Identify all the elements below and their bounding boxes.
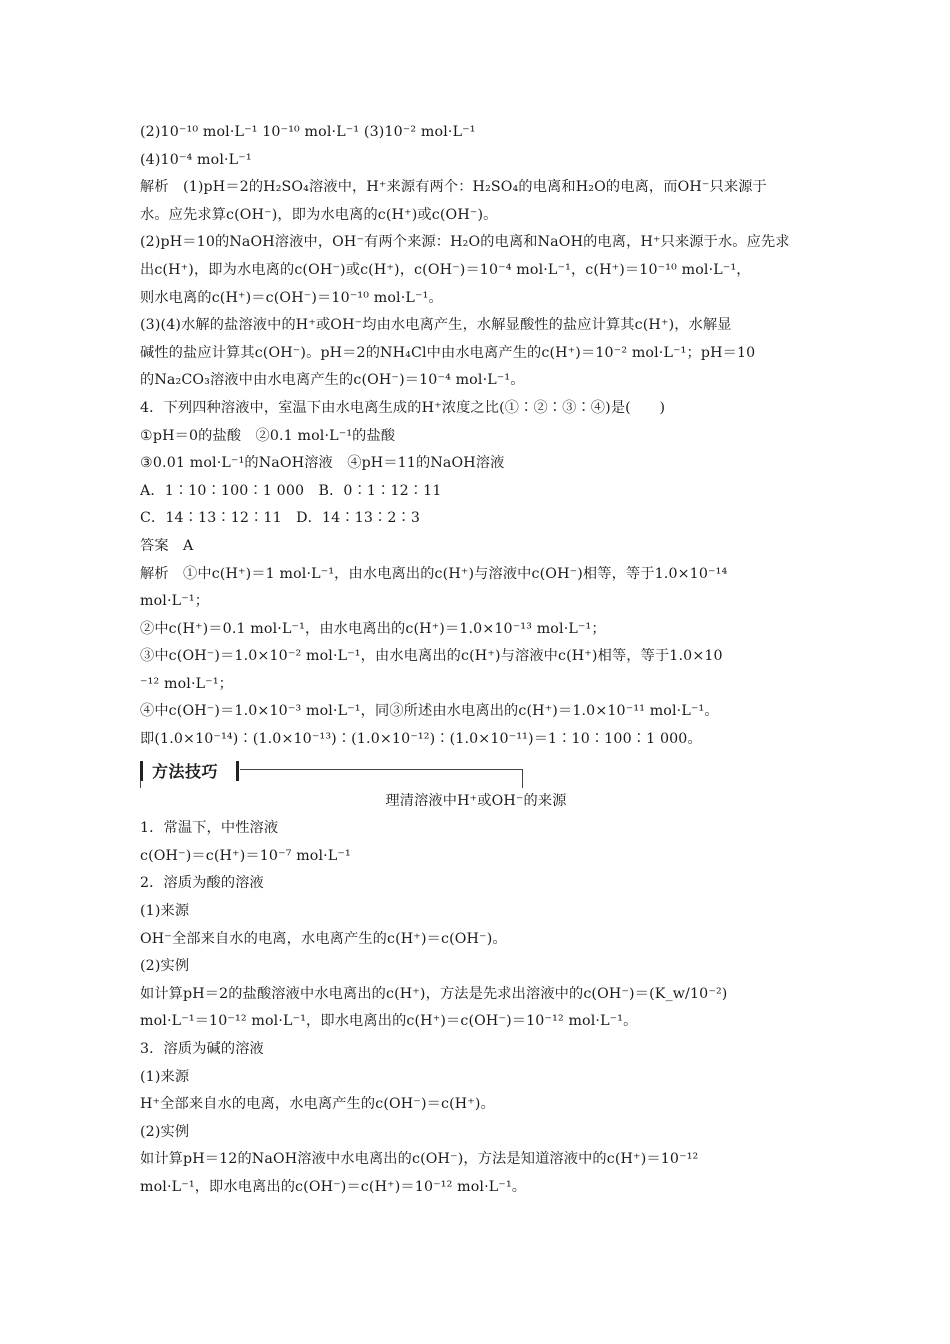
- method-text-line: (1)来源: [140, 903, 190, 920]
- box-left-rule: [140, 780, 141, 788]
- method-text-line: H⁺全部来自水的电离，水电离产生的c(OH⁻)＝c(H⁺)。: [140, 1096, 495, 1113]
- text-line: A．1∶10∶100∶1 000 B．0∶1∶12∶11: [140, 482, 442, 499]
- answer-analysis-block: [140, 119, 812, 754]
- left-bracket-bar: [140, 761, 143, 781]
- document-page: [140, 119, 812, 1202]
- method-text-line: 2．溶质为酸的溶液: [140, 875, 264, 892]
- box-top-rule: [240, 769, 522, 770]
- method-text-line: 如计算pH＝12的NaOH溶液中水电离出的c(OH⁻)，方法是知道溶液中的c(H⁺)＝10⁻¹²: [140, 1151, 699, 1168]
- text-line: C．14∶13∶12∶11 D．14∶13∶2∶3: [140, 510, 421, 527]
- text-line: 则水电离的c(H⁺)＝c(OH⁻)＝10⁻¹⁰ mol·L⁻¹。: [140, 289, 443, 306]
- method-box-subtitle: 理清溶液中H⁺或OH⁻的来源: [385, 792, 567, 809]
- method-content-block: [140, 815, 812, 1201]
- text-line: ③0.01 mol·L⁻¹的NaOH溶液 ④pH＝11的NaOH溶液: [140, 455, 505, 472]
- text-line: (3)(4)水解的盐溶液中的H⁺或OH⁻均由水电离产生，水解显酸性的盐应计算其c(H⁺)，水解显: [140, 317, 732, 334]
- text-line: 答案 A: [140, 537, 194, 554]
- method-text-line: (2)实例: [140, 958, 190, 975]
- text-line: ③中c(OH⁻)＝1.0×10⁻² mol·L⁻¹，由水电离出的c(H⁺)与溶液中c(H⁺)相等，等于1.0×10: [140, 648, 723, 665]
- text-line: 水。应先求算c(OH⁻)，即为水电离的c(H⁺)或c(OH⁻)。: [140, 206, 498, 223]
- text-line: 解析 ①中c(H⁺)＝1 mol·L⁻¹，由水电离出的c(H⁺)与溶液中c(OH⁻)相等，等于1.0×10⁻¹⁴: [140, 565, 728, 582]
- text-line: 出c(H⁺)，即为水电离的c(OH⁻)或c(H⁺)，c(OH⁻)＝10⁻⁴ mol·L⁻¹，c(H⁺)＝10⁻¹⁰ mol·L⁻¹，: [140, 261, 751, 278]
- method-text-line: mol·L⁻¹，即水电离出的c(OH⁻)＝c(H⁺)＝10⁻¹² mol·L⁻¹。: [140, 1178, 527, 1195]
- method-box-header: [140, 758, 812, 788]
- text-line: ②中c(H⁺)＝0.1 mol·L⁻¹，由水电离出的c(H⁺)＝1.0×10⁻¹³ mol·L⁻¹；: [140, 620, 606, 637]
- text-line: mol·L⁻¹；: [140, 593, 210, 610]
- method-box-title: 方法技巧: [152, 761, 219, 781]
- text-line: 碱性的盐应计算其c(OH⁻)。pH＝2的NH₄Cl中由水电离产生的c(H⁺)＝10⁻² mol·L⁻¹；pH＝10: [140, 344, 756, 361]
- method-text-line: mol·L⁻¹＝10⁻¹² mol·L⁻¹，即水电离出的c(H⁺)＝c(OH⁻)＝10⁻¹² mol·L⁻¹。: [140, 1013, 638, 1030]
- method-text-line: 如计算pH＝2的盐酸溶液中水电离出的c(H⁺)，方法是先求出溶液中的c(OH⁻)＝(K_w/10⁻²): [140, 985, 728, 1002]
- text-line: 即(1.0×10⁻¹⁴)∶(1.0×10⁻¹³)∶(1.0×10⁻¹²)∶(1.0×10⁻¹¹)＝1∶10∶100∶1 000。: [140, 731, 702, 748]
- right-bracket-bar: [236, 761, 239, 781]
- text-line: (4)10⁻⁴ mol·L⁻¹: [140, 151, 252, 168]
- text-line: ④中c(OH⁻)＝1.0×10⁻³ mol·L⁻¹，同③所述由水电离出的c(H⁺)＝1.0×10⁻¹¹ mol·L⁻¹。: [140, 703, 719, 720]
- box-right-rule: [522, 769, 523, 788]
- method-text-line: 3．溶质为碱的溶液: [140, 1041, 264, 1057]
- text-line: (2)10⁻¹⁰ mol·L⁻¹ 10⁻¹⁰ mol·L⁻¹ (3)10⁻² mol·L⁻¹: [140, 124, 476, 140]
- method-text-line: OH⁻全部来自水的电离，水电离产生的c(H⁺)＝c(OH⁻)。: [140, 930, 507, 947]
- text-line: ⁻¹² mol·L⁻¹；: [140, 675, 234, 692]
- text-line: 4．下列四种溶液中，室温下由水电离生成的H⁺浓度之比(①∶②∶③∶④)是( ): [140, 399, 666, 416]
- text-line: (2)pH＝10的NaOH溶液中，OH⁻有两个来源：H₂O的电离和NaOH的电离，H⁺只来源于水。应先求: [140, 234, 790, 251]
- text-line: 解析 (1)pH＝2的H₂SO₄溶液中，H⁺来源有两个：H₂SO₄的电离和H₂O的电离，而OH⁻只来源于: [140, 179, 767, 196]
- method-text-line: (2)实例: [140, 1123, 190, 1140]
- method-text-line: c(OH⁻)＝c(H⁺)＝10⁻⁷ mol·L⁻¹: [140, 847, 351, 864]
- method-text-line: (1)来源: [140, 1068, 190, 1085]
- text-line: 的Na₂CO₃溶液中由水电离产生的c(OH⁻)＝10⁻⁴ mol·L⁻¹。: [140, 372, 525, 389]
- method-text-line: 1．常温下，中性溶液: [140, 820, 279, 837]
- text-line: ①pH＝0的盐酸 ②0.1 mol·L⁻¹的盐酸: [140, 427, 396, 444]
